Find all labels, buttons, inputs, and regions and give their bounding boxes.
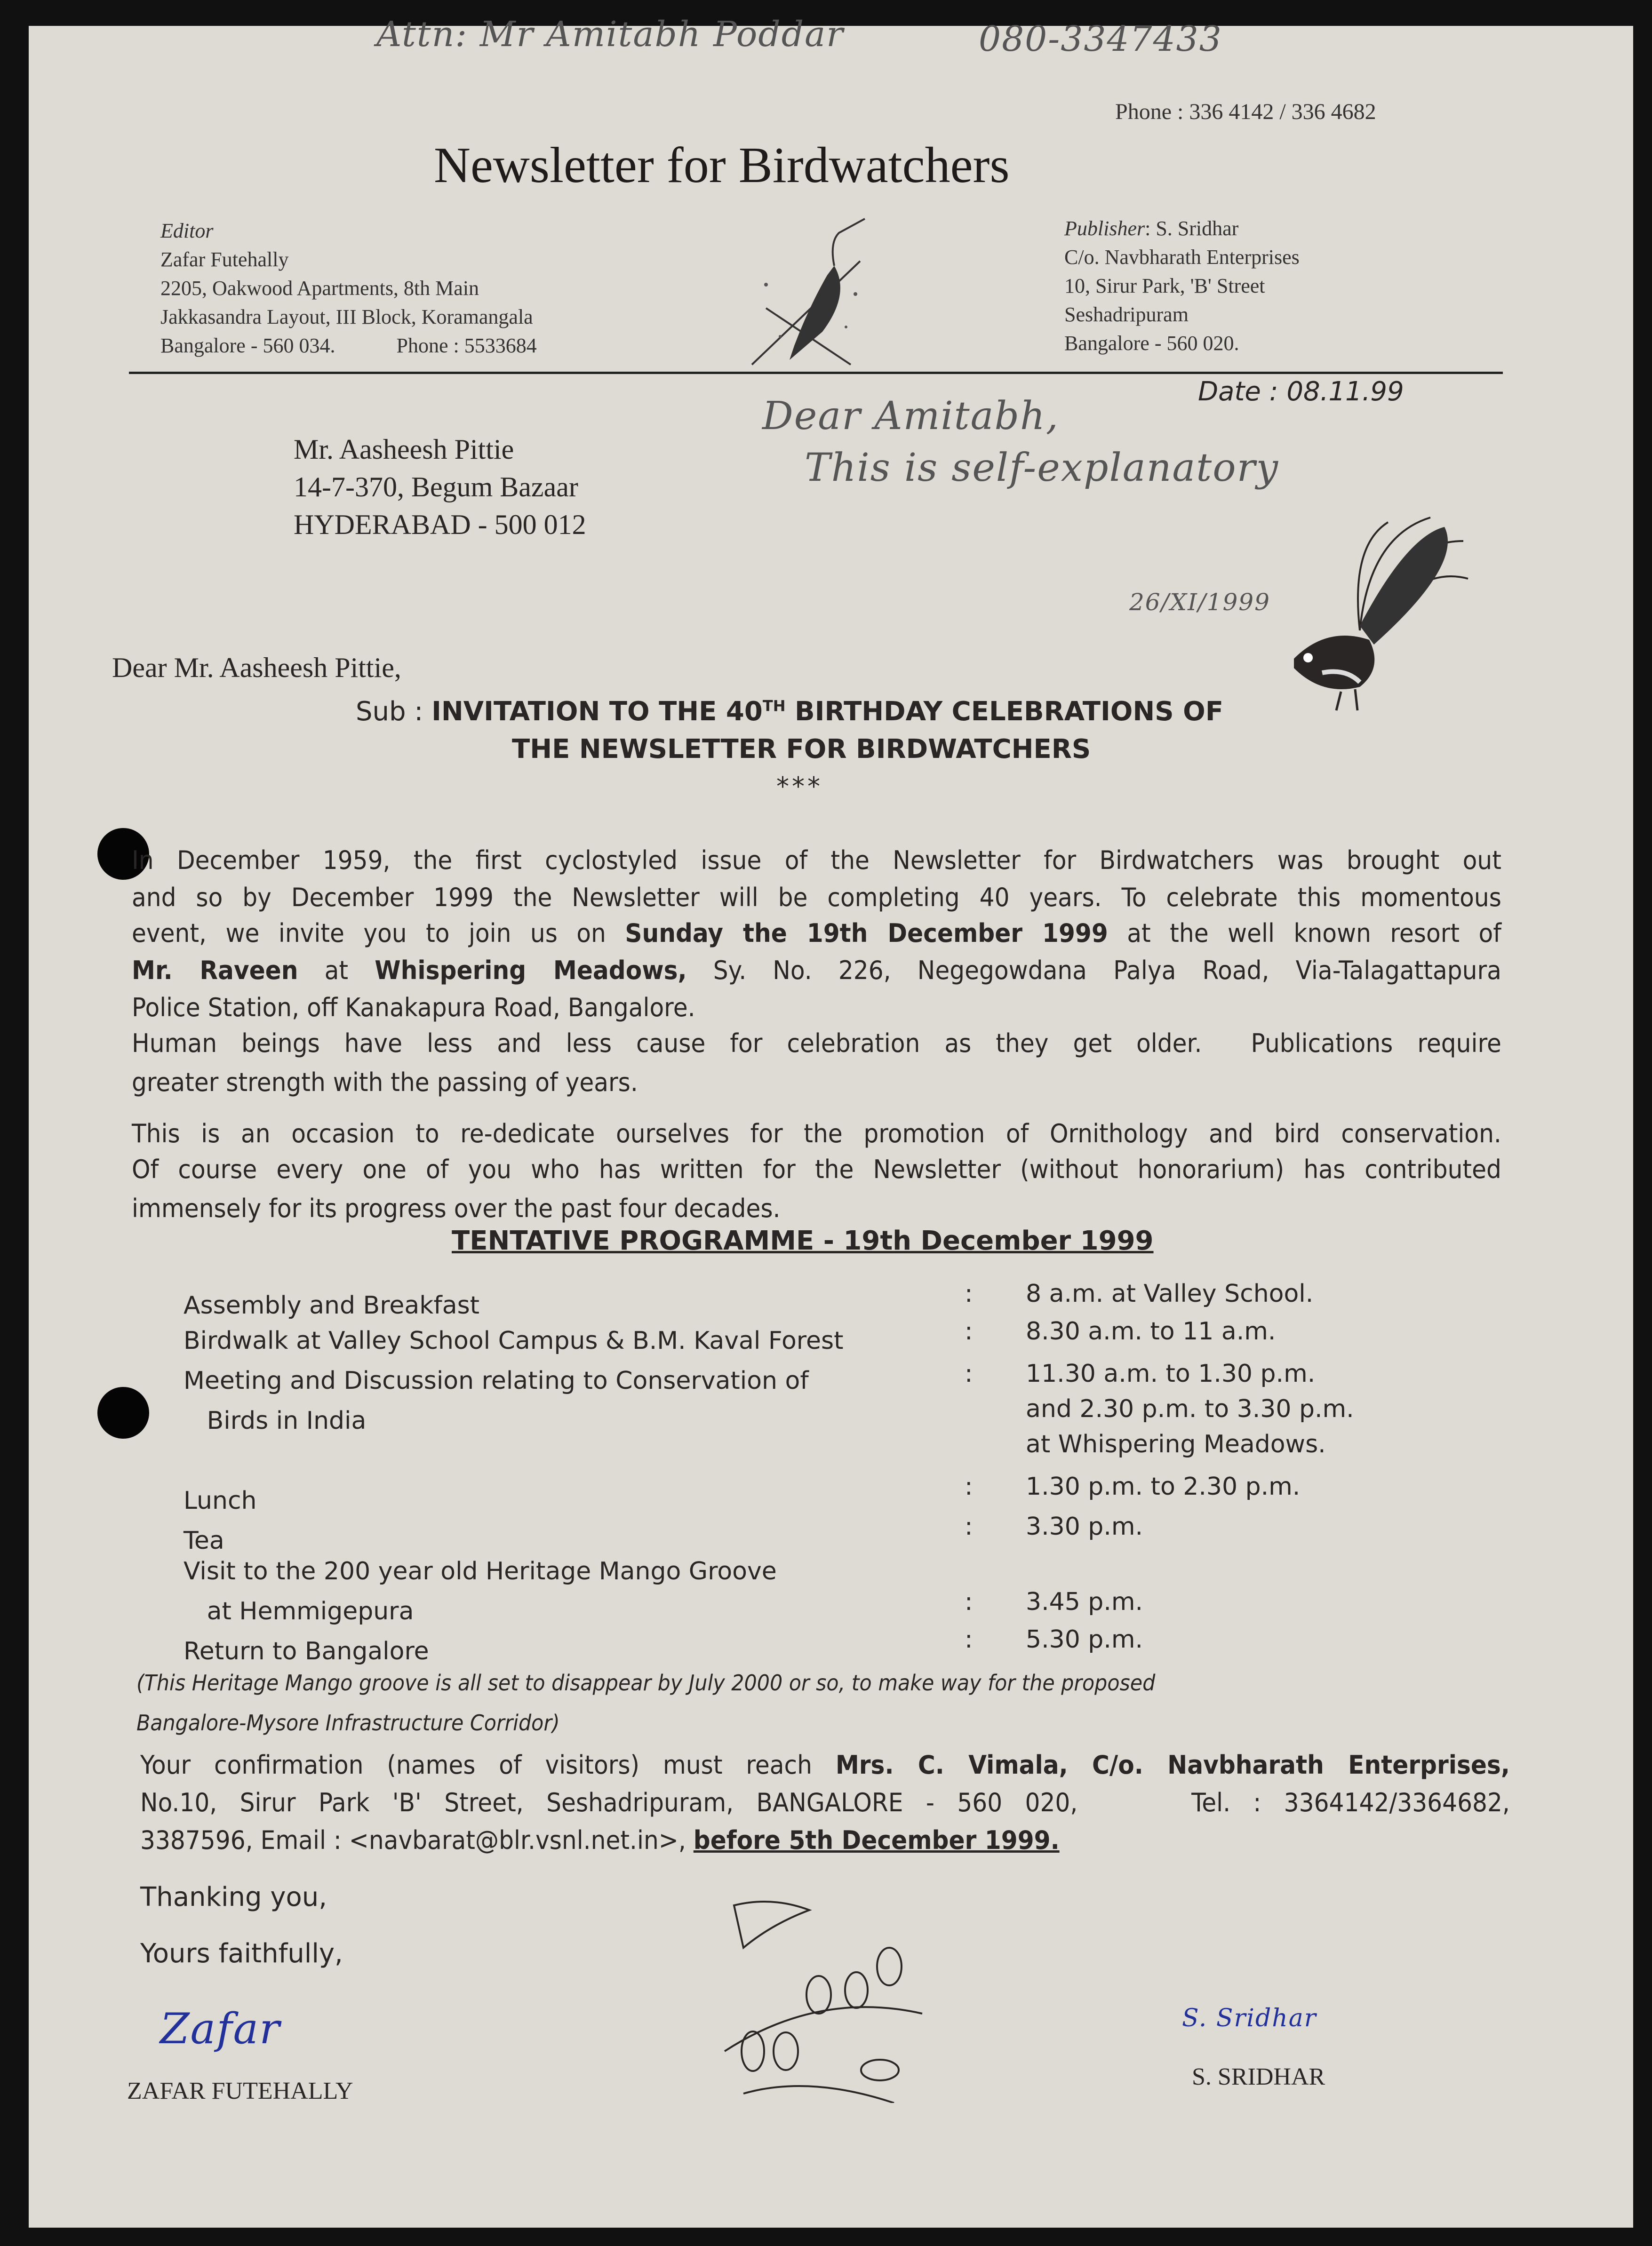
closing-thanks: Thanking you, [140, 1882, 327, 1912]
text-line [132, 1119, 1501, 1148]
letterhead-rule [129, 372, 1503, 374]
programme-time: 11.30 a.m. to 1.30 p.m. [1026, 1360, 1316, 1388]
editor-address-line: 2205, Oakwood Apartments, 8th Main [160, 277, 479, 300]
text-segment: 3387596, Email : <navbarat@blr.vsnl.net.in>, [140, 1825, 694, 1855]
publisher-signature: S. Sridhar [1182, 2004, 1317, 2032]
text-line [132, 918, 1501, 948]
editor-name: Zafar Futehally [160, 248, 289, 271]
text-segment: immensely for its progress over the past four decades. [132, 1194, 781, 1223]
text-line [140, 1825, 1060, 1855]
programme-item: Tea [184, 1527, 224, 1555]
programme-item: Assembly and Breakfast [184, 1291, 480, 1320]
editor-phone: Phone : 5533684 [396, 334, 537, 357]
bold-text: Mrs. C. Vimala, C/o. Navbharath Enterprises, [835, 1750, 1510, 1780]
editor-address-line: Jakkasandra Layout, III Block, Koramangala [160, 305, 533, 328]
editor-signature: Zafar [160, 2004, 281, 2054]
programme-item: Meeting and Discussion relating to Conservation of [184, 1367, 809, 1395]
letterhead-title: Newsletter for Birdwatchers [434, 137, 1010, 193]
text-segment: In December 1959, the first cyclostyled issue of the Newsletter for Birdwatchers was brought out [132, 845, 1501, 875]
handwritten-note-line: Dear Amitabh, [762, 394, 1059, 438]
subject-line-2: THE NEWSLETTER FOR BIRDWATCHERS [512, 734, 1091, 765]
publisher-address-line: Seshadripuram [1064, 303, 1189, 326]
programme-note-line: (This Heritage Mango groove is all set to disappear by July 2000 or so, to make way for the proposed [136, 1670, 1156, 1696]
publisher-address-line: 10, Sirur Park, 'B' Street [1064, 274, 1265, 297]
programme-time: 1.30 p.m. to 2.30 p.m. [1026, 1473, 1301, 1501]
bold-text: before 5th December 1999. [693, 1825, 1060, 1855]
text-line [132, 845, 1501, 875]
letterhead-phone: Phone : 336 4142 / 336 4682 [1115, 99, 1376, 124]
text-segment: event, we invite you to join us on [132, 918, 625, 948]
subject-prefix: Sub : [356, 696, 423, 727]
text-segment: This is an occasion to re-dedicate ourselves for the promotion of Ornithology and bird conservation. [132, 1119, 1501, 1148]
publisher-block [1064, 214, 1300, 358]
bold-text: Whispering Meadows, [375, 956, 687, 985]
darter-bird-illustration [738, 214, 879, 369]
programme-item: Visit to the 200 year old Heritage Mango Groove [184, 1557, 777, 1585]
programme-time: 3.45 p.m. [1026, 1588, 1143, 1616]
text-segment: at the well known resort of [1108, 918, 1501, 948]
handwritten-attn: Attn: Mr Amitabh Poddar [376, 14, 844, 55]
text-line [132, 1194, 780, 1223]
editor-address-line: Bangalore - 560 034. [160, 334, 335, 357]
signer-left: ZAFAR FUTEHALLY [127, 2078, 353, 2104]
programme-separator: : [965, 1317, 973, 1346]
recipient-address [294, 430, 586, 543]
text-segment: greater strength with the passing of years. [132, 1067, 638, 1097]
text-line [132, 1067, 638, 1097]
recipient-name: Mr. Aasheesh Pittie [294, 434, 514, 465]
editor-block [160, 216, 537, 360]
subject-line [356, 696, 1223, 727]
text-segment: at [298, 956, 375, 985]
signer-right: S. SRIDHAR [1192, 2063, 1325, 2090]
programme-note-line: Bangalore-Mysore Infrastructure Corridor) [136, 1710, 560, 1736]
handwritten-initials-date: 26/XI/1999 [1129, 589, 1270, 616]
programme-item: Lunch [184, 1487, 257, 1515]
text-segment: Human beings have less and less cause for celebration as they get older. Publications require [132, 1028, 1501, 1058]
programme-item: Birdwalk at Valley School Campus & B.M. Kaval Forest [184, 1327, 844, 1355]
programme-time: 3.30 p.m. [1026, 1513, 1143, 1541]
text-line [140, 1750, 1510, 1780]
text-line [140, 1788, 1510, 1817]
closing-yours: Yours faithfully, [140, 1938, 343, 1969]
programme-separator: : [965, 1280, 973, 1308]
programme-heading: TENTATIVE PROGRAMME - 19th December 1999 [452, 1226, 1154, 1256]
publisher-label: Publisher [1064, 217, 1145, 240]
bold-text: Sunday the 19th December 1999 [625, 918, 1108, 948]
publisher-address-line: C/o. Navbharath Enterprises [1064, 246, 1300, 269]
text-segment: No.10, Sirur Park 'B' Street, Seshadripuram, BANGALORE - 560 020, Tel. : 3364142/3364682, [140, 1788, 1510, 1817]
bold-text: Mr. Raveen [132, 956, 298, 985]
subject-stars: *** [776, 772, 823, 801]
text-segment: and so by December 1999 the Newsletter will be completing 40 years. To celebrate this momentous [132, 883, 1501, 912]
fantail-bird-illustration [1266, 508, 1477, 720]
recipient-address-line: HYDERABAD - 500 012 [294, 509, 586, 540]
programme-separator: : [965, 1588, 973, 1616]
text-line [132, 1155, 1501, 1184]
punch-hole [97, 1387, 149, 1439]
birds-on-branch-illustration [715, 1896, 927, 2103]
text-line [132, 883, 1501, 912]
programme-item: Birds in India [184, 1407, 367, 1435]
programme-item: at Hemmigepura [184, 1597, 414, 1625]
subject-text: BIRTHDAY CELEBRATIONS OF [785, 696, 1223, 727]
text-segment: Sy. No. 226, Negegowdana Palya Road, Via-Talagattapura [686, 956, 1501, 985]
programme-time: 5.30 p.m. [1026, 1625, 1143, 1654]
programme-separator: : [965, 1625, 973, 1654]
handwritten-note-line: This is self-explanatory [805, 446, 1279, 490]
programme-time: and 2.30 p.m. to 3.30 p.m. [1026, 1395, 1354, 1423]
salutation: Dear Mr. Aasheesh Pittie, [112, 652, 401, 683]
text-segment: Police Station, off Kanakapura Road, Bangalore. [132, 993, 695, 1022]
programme-time: at Whispering Meadows. [1026, 1430, 1326, 1458]
programme-note [136, 1663, 1155, 1743]
publisher-address-line: Bangalore - 560 020. [1064, 332, 1239, 355]
text-segment: Of course every one of you who has written for the Newsletter (without honorarium) has contributed [132, 1155, 1501, 1184]
text-line [132, 993, 695, 1022]
recipient-address-line: 14-7-370, Begum Bazaar [294, 471, 578, 502]
subject-superscript: TH [762, 697, 786, 715]
handwritten-note [762, 390, 1279, 494]
editor-label: Editor [160, 219, 214, 242]
programme-separator: : [965, 1513, 973, 1541]
programme-separator: : [965, 1360, 973, 1388]
programme-time: 8.30 a.m. to 11 a.m. [1026, 1317, 1276, 1346]
letter-date: Date : 08.11.99 [1198, 376, 1404, 407]
programme-time: 8 a.m. at Valley School. [1026, 1280, 1314, 1308]
programme-separator: : [965, 1473, 973, 1501]
handwritten-attn-phone: 080-3347433 [979, 19, 1222, 59]
subject-text: INVITATION TO THE 40 [431, 696, 763, 727]
programme-item: Return to Bangalore [184, 1637, 429, 1665]
text-segment: Your confirmation (names of visitors) must reach [140, 1750, 836, 1780]
text-line [132, 1028, 1501, 1058]
text-line [132, 956, 1501, 985]
publisher-name: : S. Sridhar [1145, 217, 1239, 240]
